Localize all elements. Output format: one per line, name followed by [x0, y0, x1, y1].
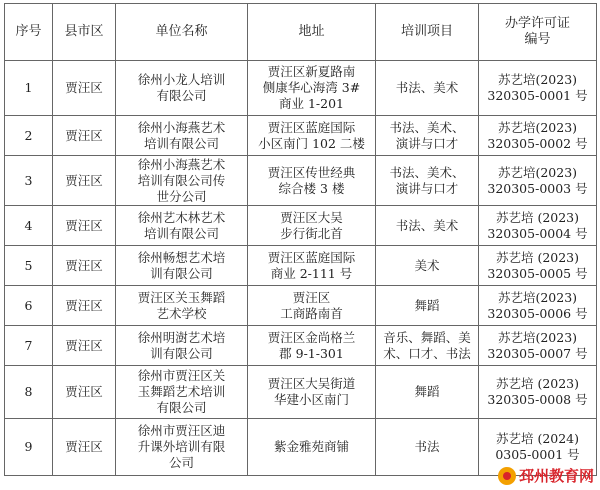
header-license-number: 办学许可证 编号: [479, 4, 597, 61]
cell-license-number: 苏艺培 (2023) 320305-0008 号: [479, 366, 597, 419]
cell-training-project: 书法、美术、 演讲与口才: [376, 156, 479, 206]
cell-license-number: 苏艺培(2023) 320305-0003 号: [479, 156, 597, 206]
cell-address: 贾汪区新夏路南 侧康华心海湾 3# 商业 1-201: [248, 61, 376, 116]
cell-unit-name: 徐州小海燕艺术 培训有限公司传 世分公司: [116, 156, 248, 206]
cell-district: 贾汪区: [53, 366, 116, 419]
cell-index: 7: [5, 326, 53, 366]
cell-license-number: 苏艺培 (2023) 320305-0005 号: [479, 246, 597, 286]
cell-address: 贾汪区大吴 步行街北首: [248, 206, 376, 246]
watermark-logo-icon: [498, 467, 516, 485]
cell-license-number: 苏艺培(2023) 320305-0006 号: [479, 286, 597, 326]
site-watermark: [498, 465, 594, 486]
table-row: [5, 246, 597, 286]
cell-training-project: 书法、美术: [376, 206, 479, 246]
cell-district: 贾汪区: [53, 419, 116, 476]
cell-training-project: 书法、美术、 演讲与口才: [376, 116, 479, 156]
cell-district: 贾汪区: [53, 326, 116, 366]
document-table-container: [4, 3, 596, 476]
cell-unit-name: 贾汪区关玉舞蹈 艺术学校: [116, 286, 248, 326]
cell-license-number: 苏艺培 (2024) 0305-0001 号: [479, 419, 597, 476]
cell-district: 贾汪区: [53, 61, 116, 116]
cell-address: 紫金雅苑商铺: [248, 419, 376, 476]
cell-address: 贾汪区大吴街道 华建小区南门: [248, 366, 376, 419]
cell-unit-name: 徐州市贾汪区关 玉舞蹈艺术培训 有限公司: [116, 366, 248, 419]
header-index: 序号: [5, 4, 53, 61]
table-row: [5, 326, 597, 366]
cell-training-project: 书法、美术: [376, 61, 479, 116]
table-row: [5, 116, 597, 156]
table-row: [5, 156, 597, 206]
cell-training-project: 美术: [376, 246, 479, 286]
header-unit-name: 单位名称: [116, 4, 248, 61]
header-address: 地址: [248, 4, 376, 61]
cell-index: 5: [5, 246, 53, 286]
cell-training-project: 舞蹈: [376, 286, 479, 326]
table-row: [5, 286, 597, 326]
header-district: 县市区: [53, 4, 116, 61]
watermark-text: 邳州教育网: [518, 467, 594, 485]
cell-license-number: 苏艺培(2023) 320305-0001 号: [479, 61, 597, 116]
cell-index: 2: [5, 116, 53, 156]
cell-unit-name: 徐州明澍艺术培 训有限公司: [116, 326, 248, 366]
cell-training-project: 音乐、舞蹈、美 术、口才、书法: [376, 326, 479, 366]
table-body: [5, 61, 597, 476]
cell-district: 贾汪区: [53, 246, 116, 286]
header-training-project: 培训项目: [376, 4, 479, 61]
cell-address: 贾汪区传世经典 综合楼 3 楼: [248, 156, 376, 206]
cell-district: 贾汪区: [53, 116, 116, 156]
cell-unit-name: 徐州艺木林艺术 培训有限公司: [116, 206, 248, 246]
table-row: [5, 206, 597, 246]
cell-index: 9: [5, 419, 53, 476]
cell-license-number: 苏艺培(2023) 320305-0007 号: [479, 326, 597, 366]
cell-index: 1: [5, 61, 53, 116]
table-row: [5, 61, 597, 116]
training-institutions-table: [4, 3, 597, 476]
cell-license-number: 苏艺培(2023) 320305-0002 号: [479, 116, 597, 156]
cell-unit-name: 徐州小龙人培训 有限公司: [116, 61, 248, 116]
cell-license-number: 苏艺培 (2023) 320305-0004 号: [479, 206, 597, 246]
cell-unit-name: 徐州畅想艺术培 训有限公司: [116, 246, 248, 286]
cell-training-project: 书法: [376, 419, 479, 476]
cell-index: 4: [5, 206, 53, 246]
cell-address: 贾汪区 工商路南首: [248, 286, 376, 326]
cell-address: 贾汪区蓝庭国际 商业 2-111 号: [248, 246, 376, 286]
cell-unit-name: 徐州市贾汪区迪 升课外培训有限 公司: [116, 419, 248, 476]
cell-training-project: 舞蹈: [376, 366, 479, 419]
cell-district: 贾汪区: [53, 156, 116, 206]
cell-address: 贾汪区金尚格兰 郡 9-1-301: [248, 326, 376, 366]
cell-index: 8: [5, 366, 53, 419]
cell-index: 6: [5, 286, 53, 326]
cell-address: 贾汪区蓝庭国际 小区南门 102 二楼: [248, 116, 376, 156]
cell-district: 贾汪区: [53, 206, 116, 246]
table-row: [5, 366, 597, 419]
cell-index: 3: [5, 156, 53, 206]
table-header-row: [5, 4, 597, 61]
cell-unit-name: 徐州小海燕艺术 培训有限公司: [116, 116, 248, 156]
cell-district: 贾汪区: [53, 286, 116, 326]
